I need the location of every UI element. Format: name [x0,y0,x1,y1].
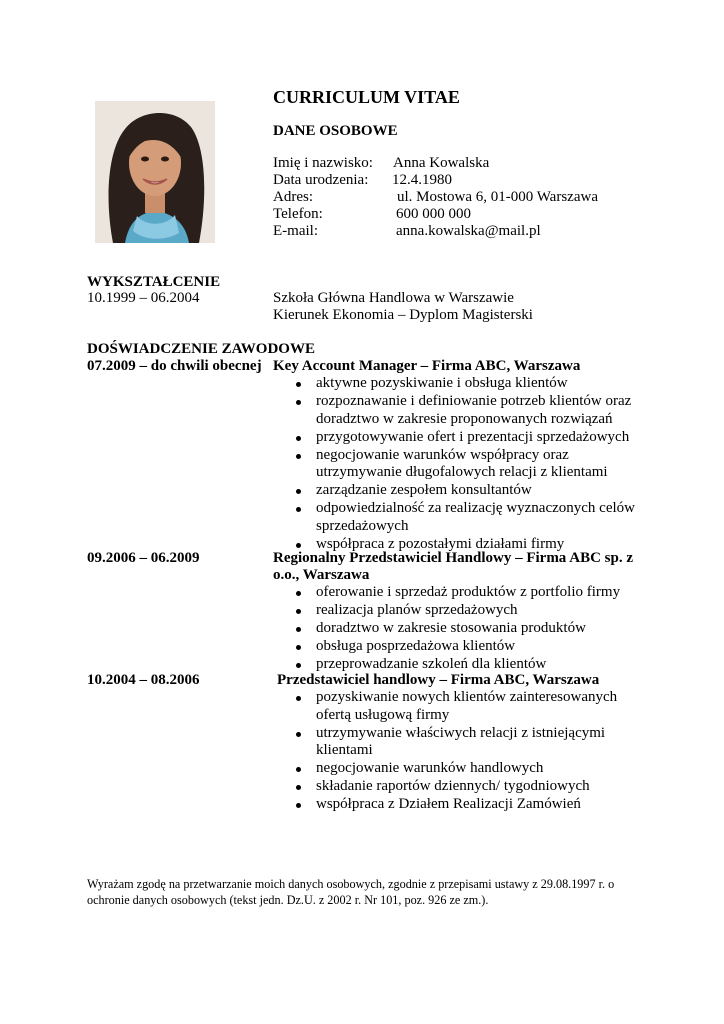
address-label: Adres: [273,189,313,205]
phone-value: 600 000 000 [396,206,471,222]
education-degree: Kierunek Ekonomia – Dyplom Magisterski [273,307,533,323]
job-duty: obsługa posprzedażowa klientów [292,638,642,656]
job-duty: odpowiedzialność za realizację wyznaczonych celów sprzedażowych [292,500,642,535]
email-value: anna.kowalska@mail.pl [396,223,541,239]
personal-heading: DANE OSOBOWE [273,123,398,139]
job-duty: współpraca z Działem Realizacji Zamówień [292,796,642,814]
birthdate-value: 12.4.1980 [392,172,452,188]
job-duties-list [292,584,642,674]
education-period: 10.1999 – 06.2004 [87,290,200,306]
job-period: 09.2006 – 06.2009 [87,550,200,566]
job-title: Key Account Manager – Firma ABC, Warszawa [273,358,581,374]
job-duties-list [292,689,642,814]
job-duty: negocjowanie warunków handlowych [292,760,642,778]
job-duty: zarządzanie zespołem konsultantów [292,482,642,500]
job-duty: doradztwo w zakresie stosowania produktów [292,620,642,638]
job-duty: utrzymywanie właściwych relacji z istniejącymi klientami [292,725,642,760]
name-value: Anna Kowalska [393,155,490,171]
experience-heading: DOŚWIADCZENIE ZAWODOWE [87,341,315,357]
education-school: Szkoła Główna Handlowa w Warszawie [273,290,514,306]
job-title [273,550,633,567]
job-title-role: Regionalny Przedstawiciel Handlowy [273,550,512,566]
job-duty: przeprowadzanie szkoleń dla klientów [292,656,642,674]
job-period: 07.2009 – do chwili obecnej [87,358,262,374]
job-duty: przygotowywanie ofert i prezentacji sprzedażowych [292,429,642,447]
job-period: 10.2004 – 08.2006 [87,672,200,688]
job-duty: oferowanie i sprzedaż produktów z portfolio firmy [292,584,642,602]
profile-photo [95,101,215,243]
job-duty: aktywne pozyskiwanie i obsługa klientów [292,375,642,393]
portrait-image [95,101,215,243]
job-duty: współpraca z pozostałymi działami firmy [292,536,642,554]
job-duty: realizacja planów sprzedażowych [292,602,642,620]
birthdate-label: Data urodzenia: [273,172,369,188]
job-duty: składanie raportów dziennych/ tygodniowych [292,778,642,796]
job-title-company: – Firma ABC sp. z [511,550,633,566]
email-label: E-mail: [273,223,318,239]
job-duty: rozpoznawanie i definiowanie potrzeb klientów oraz doradztwo w zakresie proponowanych rozwiązań [292,393,642,428]
name-label: Imię i nazwisko: [273,155,373,171]
job-duty: pozyskiwanie nowych klientów zainteresowanych ofertą usługową firmy [292,689,642,724]
document-title: CURRICULUM VITAE [273,87,460,107]
education-heading: WYKSZTAŁCENIE [87,274,221,290]
job-title: Przedstawiciel handlowy – Firma ABC, Warszawa [277,672,600,688]
data-processing-consent: Wyrażam zgodę na przetwarzanie moich danych osobowych, zgodnie z przepisami ustawy z 29.08.1997 r. o ochronie danych osobowych (tekst jedn. Dz.U. z 2002 r. Nr 101, poz. 926 ze zm.). [87,877,615,907]
job-duties-list [292,375,642,554]
job-title-continued: o.o., Warszawa [273,567,370,583]
phone-label: Telefon: [273,206,323,222]
job-duty: negocjowanie warunków współpracy oraz utrzymywanie długofalowych relacji z klientami [292,447,642,482]
address-value: ul. Mostowa 6, 01-000 Warszawa [397,189,598,205]
